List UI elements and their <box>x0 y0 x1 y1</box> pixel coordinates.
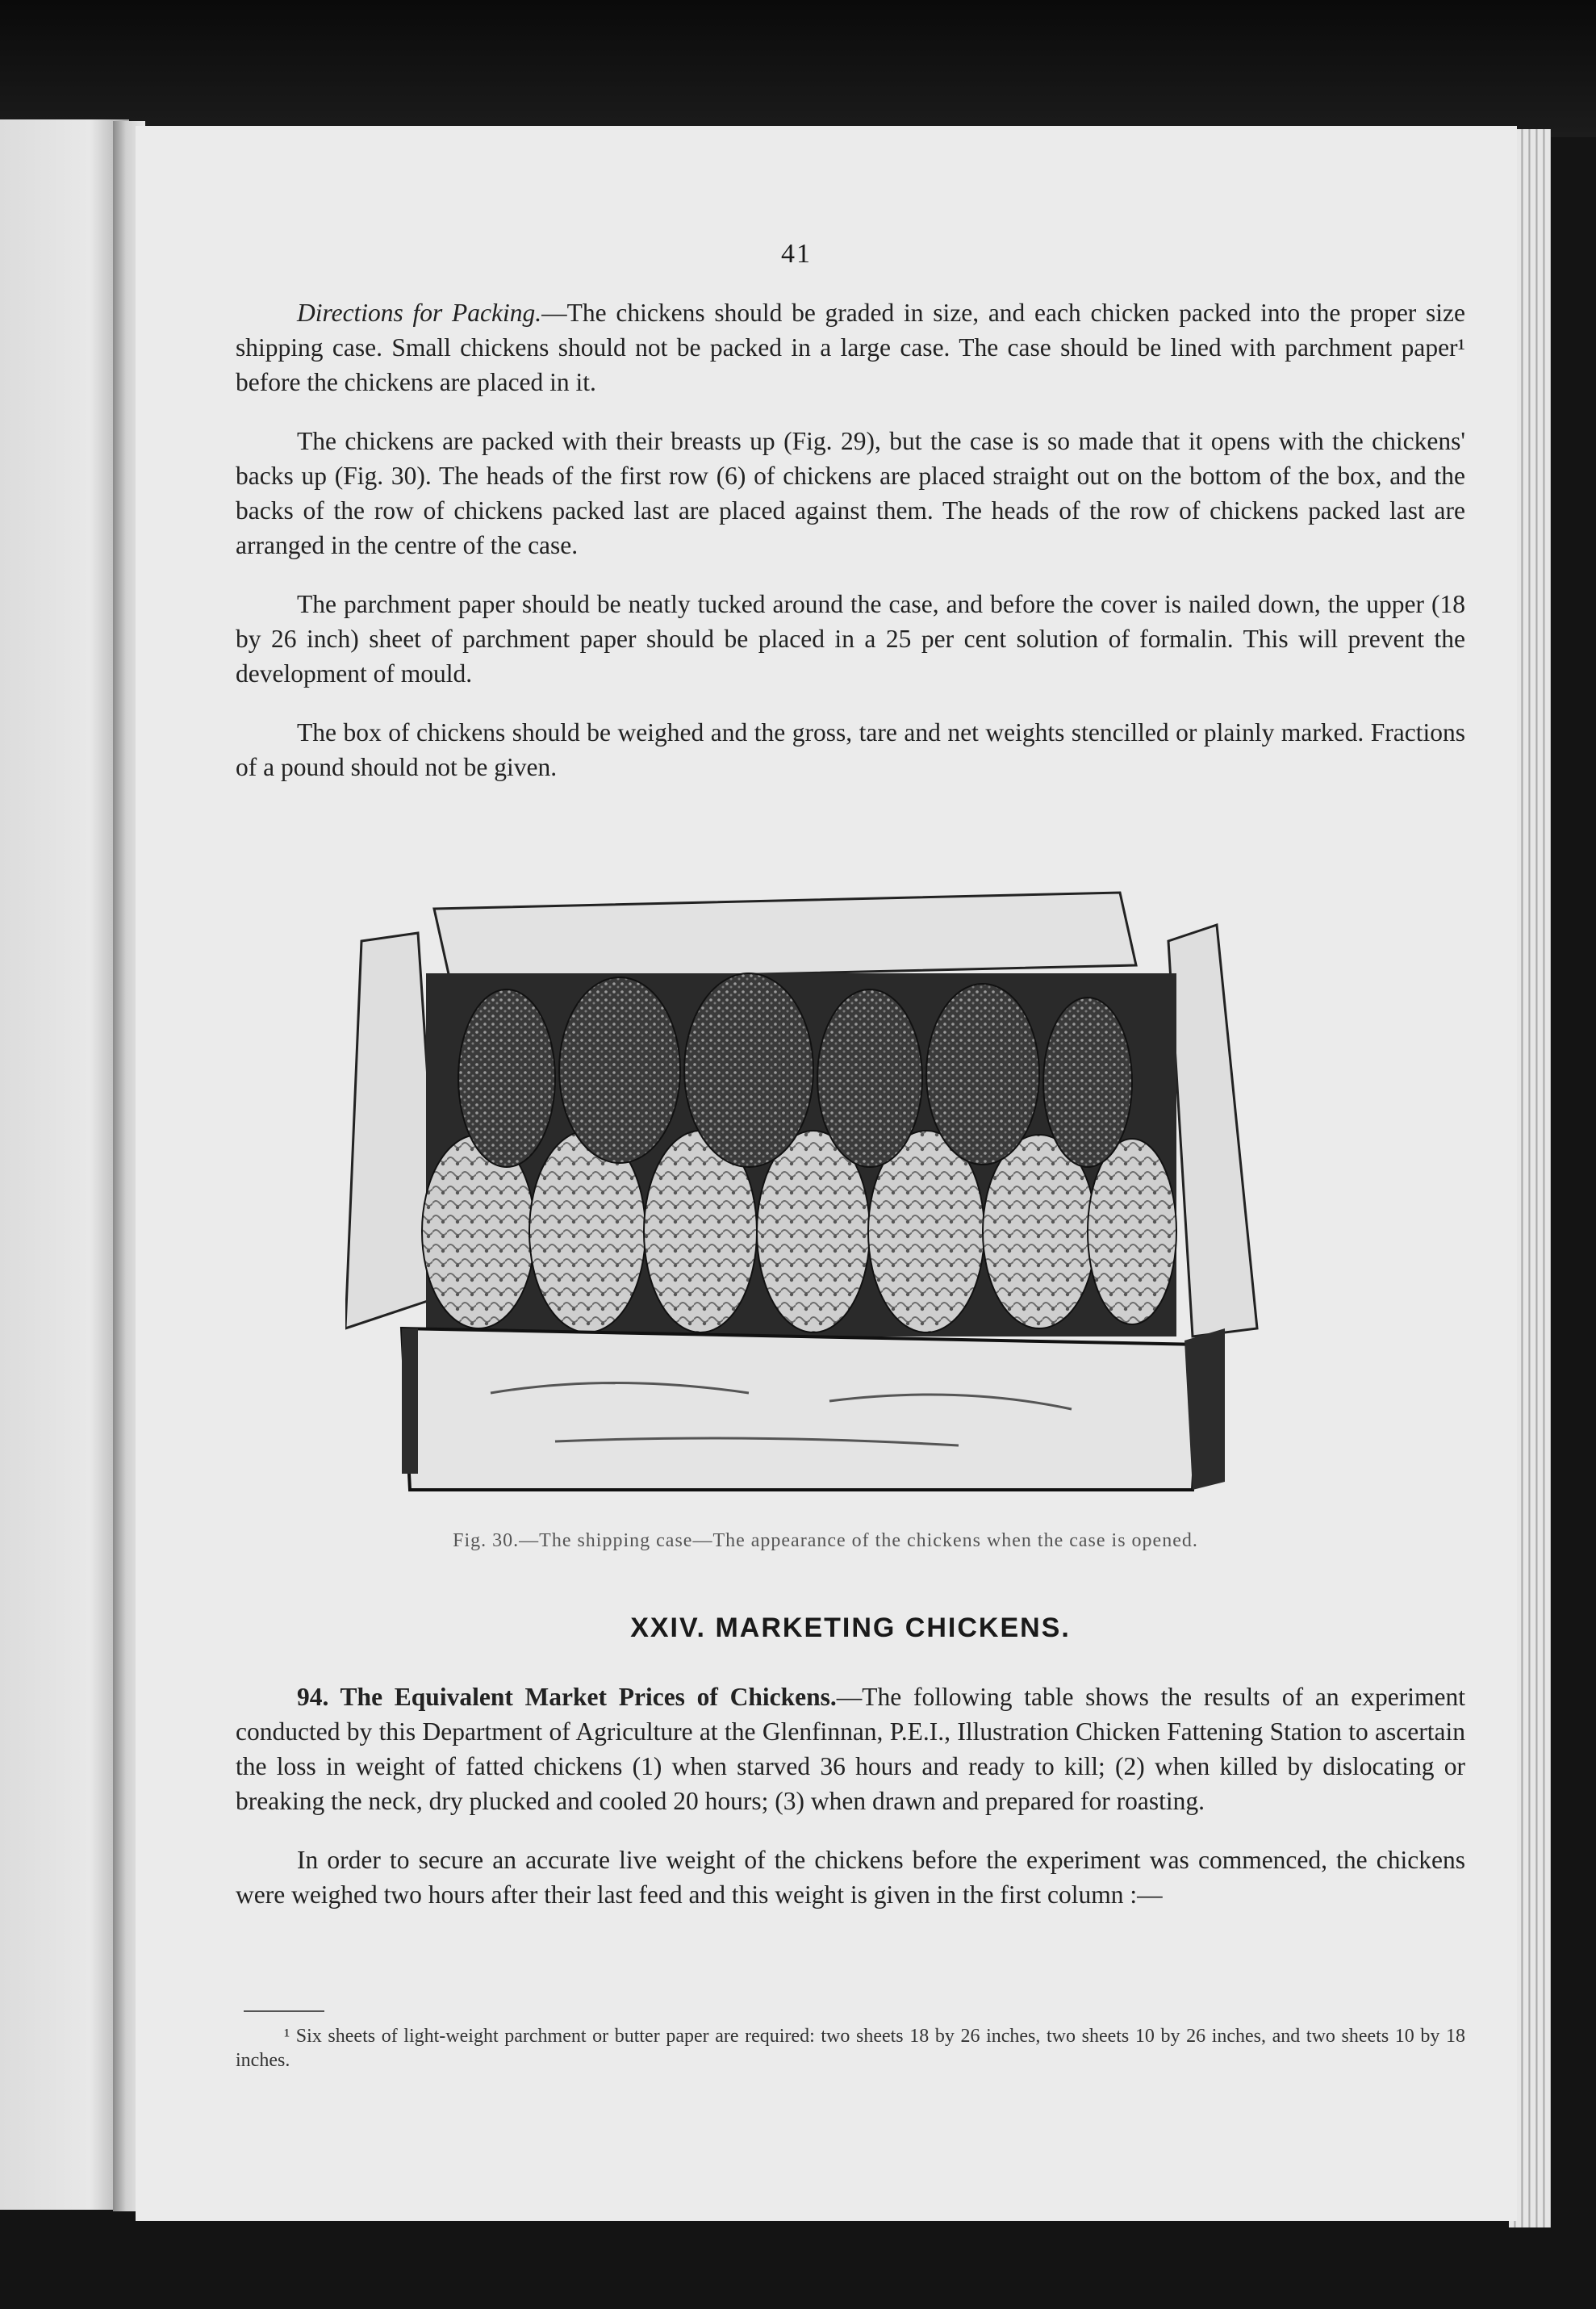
document-page <box>136 126 1517 2221</box>
shipping-case-drawing <box>345 876 1265 1506</box>
packing-paragraph: The chickens are packed with their breasts up (Fig. 29), but the case is so made that it opens with the chickens' backs up (Fig. 30). The heads of the first row (6) of chickens are placed straight out on the bottom of the box, and the backs of the row of chickens packed last are placed against them. The heads of the row of chickens packed last are arranged in the centre of the case. <box>236 427 1465 559</box>
weights-paragraph: The box of chickens should be weighed and the gross, tare and net weights stencilled or plainly marked. Fractions of a pound should not be given. <box>236 718 1465 781</box>
right-parchment-flap <box>1168 925 1257 1336</box>
directions-text: —The chickens should be graded in size, and each chicken packed into the proper size shipping case. Small chickens should not be packed in a large case. The case should be lined with parchment paper¹ before the chickens are placed in it. <box>236 299 1466 396</box>
section-heading: XXIV. MARKETING CHICKENS. <box>630 1613 1071 1643</box>
parchment-paragraph: The parchment paper should be neatly tucked around the case, and before the cover is nailed down, the upper (18 by 26 inch) sheet of parchment paper should be placed in a 25 per cent solution of formalin. This will prevent the development of mould. <box>236 590 1465 688</box>
scan-background-top <box>0 0 1596 137</box>
market-prices-run-in: 94. The Equivalent Market Prices of Chickens. <box>297 1683 837 1711</box>
footnote: ¹ Six sheets of light-weight parchment or butter paper are required: two sheets 18 by 26 inches, two sheets 10 by 26 inches, and two sheets 10 by 18 inches. <box>236 2026 1465 2071</box>
case-front-board <box>402 1328 1201 1490</box>
page-number: 41 <box>781 239 812 269</box>
directions-paragraph <box>236 295 1465 399</box>
upper-text-block <box>236 295 1465 809</box>
facing-page-edge <box>0 119 129 2210</box>
market-prices-text: —The following table shows the results of an experiment conducted by this Department of Agriculture at the Glenfinnan, P.E.I., Illustration Chicken Fattening Station to ascertain the loss in weight of fatted chickens (1) when starved 36 hours and ready to kill; (2) when killed by dislocating or breaking the neck, dry plucked and cooled 20 hours; (3) when drawn and prepared for roasting. <box>236 1683 1465 1815</box>
figure-caption: Fig. 30.—The shipping case—The appearance of the chickens when the case is opened. <box>453 1530 1198 1551</box>
market-prices-paragraph <box>236 1679 1465 1818</box>
lower-text-block <box>236 1679 1465 1936</box>
footnote-rule <box>244 2010 324 2012</box>
directions-run-in: Directions for Packing. <box>297 299 542 327</box>
back-parchment-flap <box>434 893 1136 981</box>
live-weight-paragraph: In order to secure an accurate live weight of the chickens before the experiment was commenced, the chickens were weighed two hours after their last feed and this weight is given in the first column :— <box>236 1846 1465 1909</box>
shipping-case-illustration <box>345 876 1265 1506</box>
